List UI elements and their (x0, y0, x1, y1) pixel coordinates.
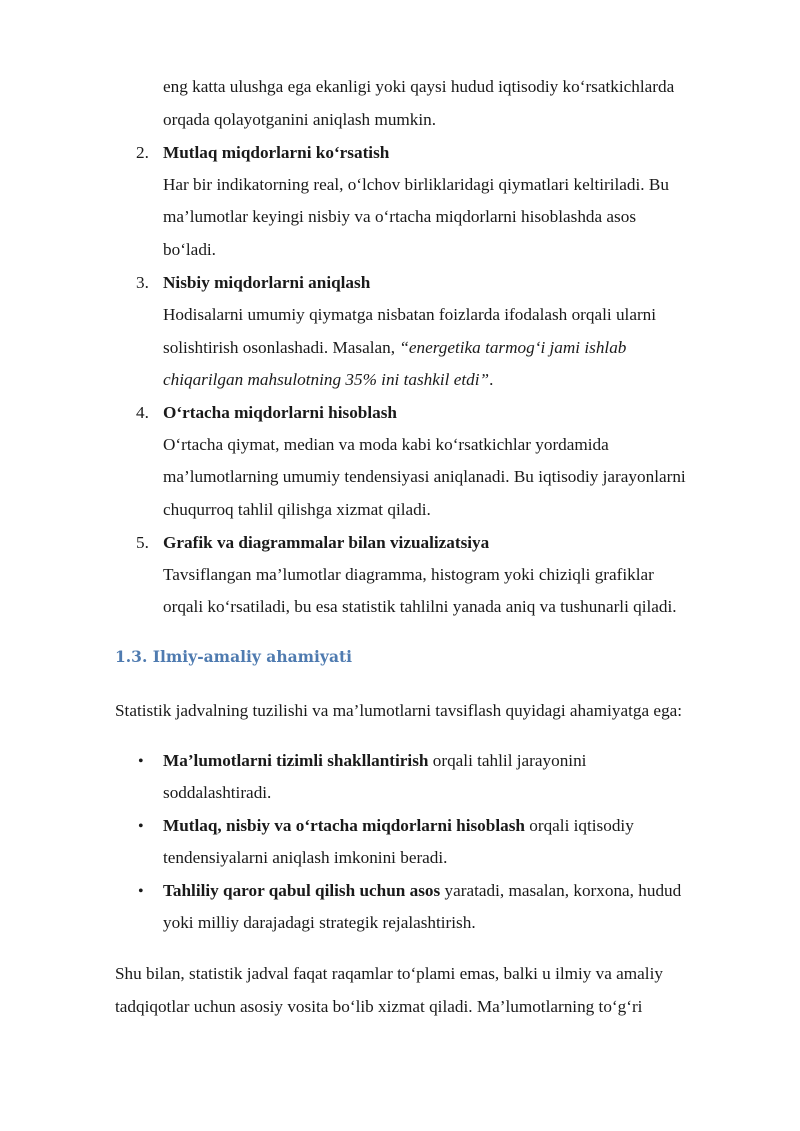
bullet-marker: • (138, 883, 144, 900)
list-item-title-text: Grafik va diagrammalar bilan vizualizatsiya (163, 533, 490, 552)
paragraph-line (163, 369, 493, 391)
bullet-text: yaratadi, masalan, korxona, hudud (440, 881, 682, 900)
paragraph-line: O‘rtacha qiymat, median va moda kabi ko‘rsatkichlar yordamida (163, 435, 609, 454)
quote-text: chiqarilgan mahsulotning 35% ini tashkil etdi” (163, 370, 490, 389)
bullet-marker: • (138, 753, 144, 770)
paragraph-line: ma’lumotlarning umumiy tendensiyasi aniqlanadi. Bu iqtisodiy jarayonlarni (163, 467, 686, 486)
quote-text: “energetika tarmog‘i jami ishlab (399, 338, 627, 357)
list-number: 3. (136, 273, 149, 292)
list-item-title (163, 532, 489, 554)
bullet-text: orqali tahlil jarayonini (428, 751, 587, 770)
list-number: 5. (136, 533, 149, 552)
list-item-title-text: Mutlaq miqdorlarni ko‘rsatish (163, 143, 390, 162)
list-item-title-text: O‘rtacha miqdorlarni hisoblash (163, 403, 397, 422)
bullet-bold-text: Ma’lumotlarni tizimli shakllantirish (163, 751, 429, 770)
list-item-title (163, 272, 370, 294)
list-item-title (163, 402, 397, 424)
bullet-text: orqali iqtisodiy (524, 816, 634, 835)
paragraph-line: Statistik jadvalning tuzilishi va ma’lumotlarni tavsiflash quyidagi ahamiyatga ega: (115, 701, 683, 720)
list-item-title (163, 142, 389, 164)
bullet-item (163, 815, 634, 837)
list-number: 2. (136, 143, 149, 162)
paragraph-line: bo‘ladi. (163, 240, 216, 259)
paragraph-line (163, 337, 626, 359)
bullet-item (163, 880, 681, 902)
bullet-bold-text: Mutlaq, nisbiy va o‘rtacha miqdorlarni hisoblash (163, 816, 525, 835)
bullet-item-line: yoki milliy darajadagi strategik rejalashtirish. (163, 913, 476, 932)
bullet-item-line: tendensiyalarni aniqlash imkonini beradi. (163, 848, 448, 867)
list-item-title-text: Nisbiy miqdorlarni aniqlash (163, 273, 371, 292)
paragraph-line: eng katta ulushga ega ekanligi yoki qaysi hudud iqtisodiy ko‘rsatkichlarda (163, 77, 675, 96)
paragraph-line: Har bir indikatorning real, o‘lchov birliklaridagi qiymatlari keltiriladi. Bu (163, 175, 669, 194)
section-heading: 1.3. Ilmiy-amaliy ahamiyati (115, 647, 353, 666)
paragraph-line: Tavsiflangan ma’lumotlar diagramma, histogram yoki chiziqli grafiklar (163, 565, 654, 584)
bullet-bold-text: Tahliliy qaror qabul qilish uchun asos (163, 881, 441, 900)
list-number: 4. (136, 403, 149, 422)
paragraph-line: tadqiqotlar uchun asosiy vosita bo‘lib xizmat qiladi. Ma’lumotlarning to‘g‘ri (115, 997, 643, 1016)
paragraph-line: orqada qolayotganini aniqlash mumkin. (163, 110, 437, 129)
paragraph-line: Hodisalarni umumiy qiymatga nisbatan foizlarda ifodalash orqali ularni (163, 305, 657, 324)
paragraph-text: . (489, 370, 494, 389)
paragraph-line: orqali ko‘rsatiladi, bu esa statistik tahlilni yanada aniq va tushunarli qiladi. (163, 597, 677, 616)
bullet-item-line: soddalashtiradi. (163, 783, 272, 802)
bullet-item (163, 750, 586, 772)
paragraph-text: solishtirish osonlashadi. Masalan, (163, 338, 400, 357)
paragraph-line: Shu bilan, statistik jadval faqat raqamlar to‘plami emas, balki u ilmiy va amaliy (115, 964, 663, 983)
paragraph-line: chuqurroq tahlil qilishga xizmat qiladi. (163, 500, 431, 519)
paragraph-line: ma’lumotlar keyingi nisbiy va o‘rtacha miqdorlarni hisoblashda asos (163, 207, 637, 226)
bullet-marker: • (138, 818, 144, 835)
